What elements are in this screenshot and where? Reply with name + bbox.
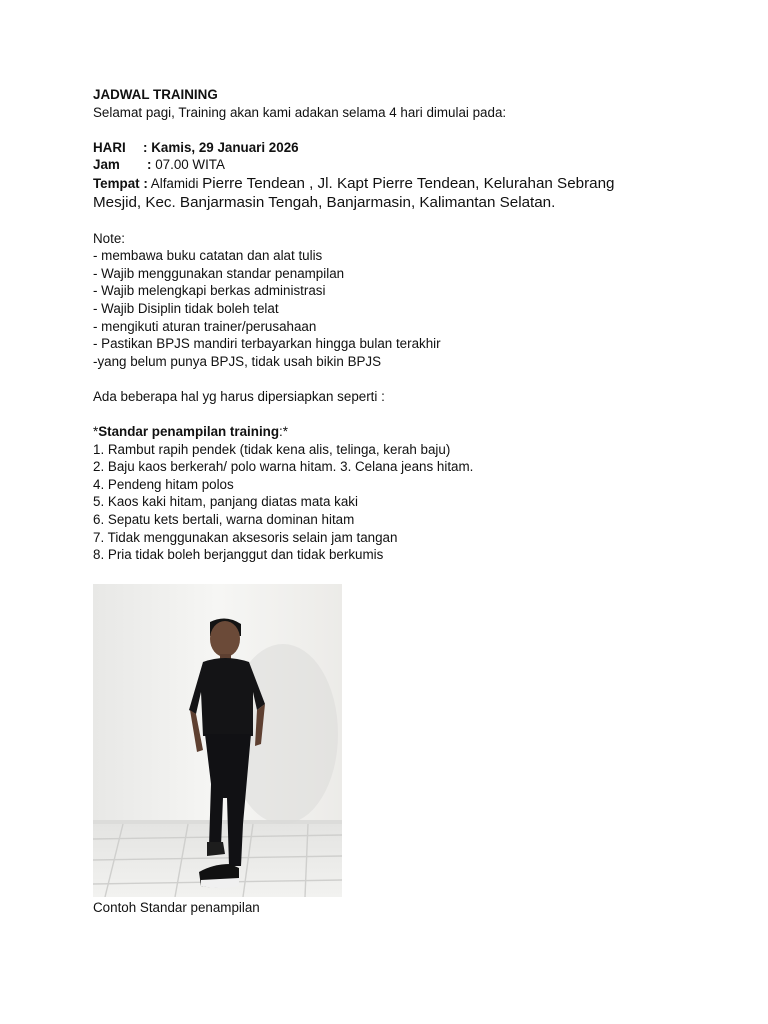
- photo-caption: Contoh Standar penampilan: [93, 900, 260, 915]
- standard-heading: [93, 423, 713, 441]
- note-item: - Wajib Disiplin tidak boleh telat: [93, 300, 279, 316]
- standard-suffix: :*: [279, 424, 288, 440]
- hari-separator: :: [143, 139, 148, 155]
- tempat-value-line2: Mesjid, Kec. Banjarmasin Tengah, Banjarmasin, Kalimantan Selatan.: [93, 193, 556, 211]
- example-outfit-photo: [93, 584, 342, 897]
- hari-value: Kamis, 29 Januari 2026: [151, 139, 299, 155]
- prep-text: Ada beberapa hal yg harus dipersiapkan seperti :: [93, 388, 385, 404]
- note-item: - membawa buku catatan dan alat tulis: [93, 248, 323, 264]
- standard-heading-text: Standar penampilan training: [98, 424, 280, 440]
- tempat-small: Alfamidi: [150, 175, 199, 191]
- tempat-label: Tempat :: [93, 175, 148, 191]
- note-heading: Note:: [93, 230, 126, 246]
- document-title: JADWAL TRAINING: [93, 87, 218, 102]
- note-item: - Wajib menggunakan standar penampilan: [93, 265, 345, 281]
- tempat-row: [93, 174, 713, 193]
- standard-item: 7. Tidak menggunakan aksesoris selain jam tangan: [93, 529, 398, 545]
- tempat-value-line1: Pierre Tendean , Jl. Kapt Pierre Tendean, Kelurahan Sebrang: [202, 174, 615, 192]
- standard-item: 4. Pendeng hitam polos: [93, 476, 234, 492]
- standard-item: 2. Baju kaos berkerah/ polo warna hitam. 3. Celana jeans hitam.: [93, 459, 474, 475]
- note-item: - mengikuti aturan trainer/perusahaan: [93, 318, 317, 334]
- note-item: - Wajib melengkapi berkas administrasi: [93, 283, 326, 299]
- standard-item: 5. Kaos kaki hitam, panjang diatas mata kaki: [93, 494, 358, 510]
- jam-separator: :: [147, 157, 152, 173]
- document-body: [93, 86, 713, 564]
- intro-text: Selamat pagi, Training akan kami adakan selama 4 hari dimulai pada:: [93, 104, 507, 120]
- jam-value: 07.00 WITA: [155, 157, 225, 173]
- standard-prefix: *: [93, 424, 99, 440]
- jam-label: Jam: [93, 157, 120, 173]
- note-item: -yang belum punya BPJS, tidak usah bikin BPJS: [93, 353, 382, 369]
- standard-item: 1. Rambut rapih pendek (tidak kena alis, telinga, kerah baju): [93, 441, 451, 457]
- note-item: - Pastikan BPJS mandiri terbayarkan hingga bulan terakhir: [93, 336, 441, 352]
- hari-row: [93, 139, 713, 157]
- standard-item: 8. Pria tidak boleh berjanggut dan tidak berkumis: [93, 547, 384, 563]
- hari-label: HARI: [93, 139, 126, 155]
- jam-row: [93, 156, 713, 174]
- standard-item: 6. Sepatu kets bertali, warna dominan hitam: [93, 512, 355, 528]
